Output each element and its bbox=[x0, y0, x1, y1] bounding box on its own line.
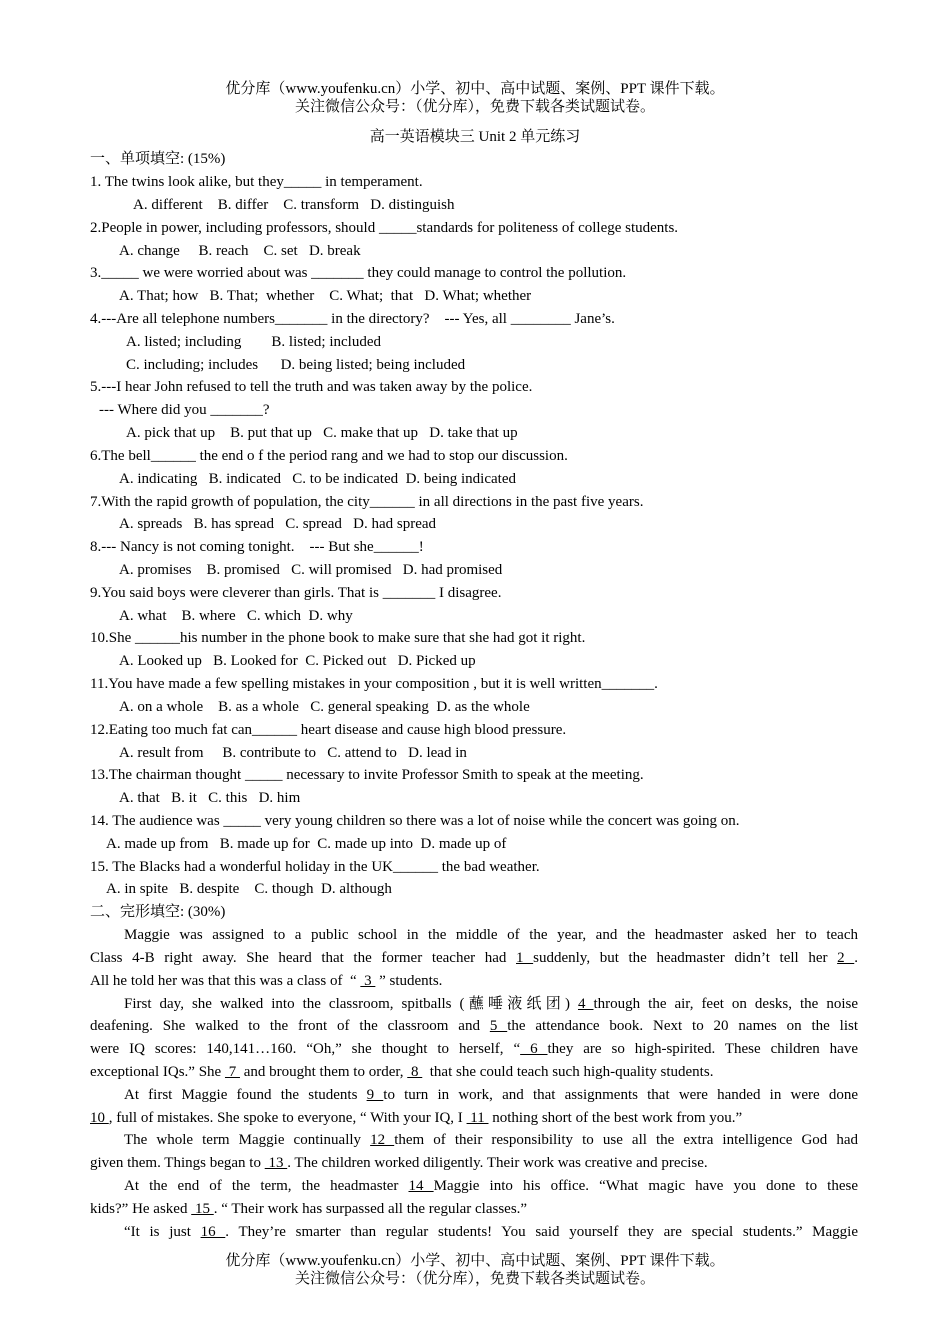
options-text: A. Looked up B. Looked for C. Picked out D. Picked up bbox=[119, 653, 476, 669]
header-line-1: 优分库（www.youfenku.cn）小学、初中、高中试题、案例、PPT 课件下载。 bbox=[225, 81, 725, 97]
cloze-paragraph-line: First day, she walked into the classroom, spitballs (蘸唾液纸团) 4 through the air, feet on desks, the noise bbox=[124, 996, 858, 1012]
cloze-paragraph-line: 10 , full of mistakes. She spoke to everyone, “ With your IQ, I 11 nothing short of the best work from you.” bbox=[90, 1110, 743, 1126]
question-text: 6.The bell______ the end o f the period rang and we had to stop our discussion. bbox=[90, 448, 568, 464]
cloze-blank: 6 bbox=[520, 1041, 548, 1057]
cloze-blank: 9 bbox=[366, 1087, 384, 1103]
options-text: A. spreads B. has spread C. spread D. had spread bbox=[119, 516, 437, 532]
options-text: A. listed; including B. listed; included bbox=[126, 334, 381, 350]
options-text: A. pick that up B. put that up C. make that up D. take that up bbox=[126, 425, 518, 441]
question-text: 8.--- Nancy is not coming tonight. --- But she______! bbox=[90, 539, 424, 555]
cloze-blank: 8 bbox=[407, 1064, 423, 1080]
section2-heading: 二、完形填空: (30%) bbox=[90, 904, 226, 920]
cloze-blank: 4 bbox=[577, 996, 594, 1012]
question-text: 5.---I hear John refused to tell the truth and was taken away by the police. bbox=[90, 379, 533, 395]
options-text: A. that B. it C. this D. him bbox=[119, 790, 301, 806]
cloze-paragraph-line: At the end of the term, the headmaster 14 Maggie into his office. “What magic have you done to these bbox=[124, 1178, 859, 1194]
cloze-paragraph-line: All he told her was that this was a class of “ 3 ” students. bbox=[90, 973, 443, 989]
question-text: 14. The audience was _____ very young children so there was a lot of noise while the concert was going on. bbox=[90, 813, 740, 829]
cloze-blank: 14 bbox=[408, 1178, 434, 1194]
question-text: 9.You said boys were cleverer than girls. That is _______ I disagree. bbox=[90, 585, 502, 601]
cloze-blank: 7 bbox=[224, 1064, 240, 1080]
options-text: C. including; includes D. being listed; being included bbox=[126, 357, 466, 373]
cloze-paragraph-line: The whole term Maggie continually 12 them of their responsibility to use all the extra intelligence God had bbox=[124, 1132, 859, 1148]
question-text: 15. The Blacks had a wonderful holiday in the UK______ the bad weather. bbox=[90, 859, 540, 875]
cloze-blank: 13 bbox=[264, 1155, 288, 1171]
section1-heading: 一、单项填空: (15%) bbox=[90, 151, 226, 167]
options-text: A. That; how B. That; whether C. What; that D. What; whether bbox=[119, 288, 532, 304]
options-text: A. change B. reach C. set D. break bbox=[119, 243, 361, 259]
page-title: 高一英语模块三 Unit 2 单元练习 bbox=[369, 129, 581, 145]
question-text: --- Where did you _______? bbox=[99, 402, 270, 418]
options-text: A. indicating B. indicated C. to be indicated D. being indicated bbox=[119, 471, 516, 487]
question-text: 11.You have made a few spelling mistakes in your composition , but it is well written_______. bbox=[90, 676, 658, 692]
cloze-blank: 11 bbox=[466, 1110, 489, 1126]
cloze-paragraph-line: Maggie was assigned to a public school in the middle of the year, and the headmaster asked her to teach bbox=[124, 927, 858, 943]
cloze-paragraph-line: Class 4-B right away. She heard that the former teacher had 1 suddenly, but the headmaster didn’t tell her 2 . bbox=[90, 950, 858, 966]
cloze-blank: 2 bbox=[837, 950, 855, 966]
cloze-blank: 12 bbox=[370, 1132, 395, 1148]
options-text: A. on a whole B. as a whole C. general speaking D. as the whole bbox=[119, 699, 530, 715]
question-text: 12.Eating too much fat can______ heart disease and cause high blood pressure. bbox=[90, 722, 567, 738]
cloze-paragraph-line: “It is just 16 . They’re smarter than regular students! You said yourself they are special students.” Maggie bbox=[124, 1224, 859, 1240]
cloze-paragraph-line: At first Maggie found the students 9 to turn in work, and that assignments that were handed in were done bbox=[124, 1087, 858, 1103]
options-text: A. result from B. contribute to C. attend to D. lead in bbox=[119, 745, 467, 761]
options-text: A. promises B. promised C. will promised D. had promised bbox=[119, 562, 503, 578]
header-line-2: 关注微信公众号：（优分库），免费下载各类试题试卷。 bbox=[294, 99, 655, 115]
options-text: A. what B. where C. which D. why bbox=[119, 608, 353, 624]
question-text: 13.The chairman thought _____ necessary to invite Professor Smith to speak at the meeting. bbox=[90, 767, 644, 783]
question-text: 10.She ______his number in the phone book to make sure that she had got it right. bbox=[90, 630, 586, 646]
options-text: A. made up from B. made up for C. made up into D. made up of bbox=[106, 836, 507, 852]
cloze-blank: 10 bbox=[90, 1110, 109, 1126]
options-text: A. in spite B. despite C. though D. although bbox=[106, 881, 392, 897]
question-text: 3._____ we were worried about was _______ they could manage to control the pollution. bbox=[90, 265, 627, 281]
cloze-paragraph-line: were IQ scores: 140,141…160. “Oh,” she thought to herself, “ 6 they are so high-spirited. These children have bbox=[90, 1041, 858, 1057]
question-text: 4.---Are all telephone numbers_______ in the directory? --- Yes, all ________ Jane’s. bbox=[90, 311, 615, 327]
cloze-paragraph-line: given them. Things began to 13 . The children worked diligently. Their work was creative and precise. bbox=[90, 1155, 708, 1171]
cloze-blank: 15 bbox=[191, 1201, 214, 1217]
footer-line-1: 优分库（www.youfenku.cn）小学、初中、高中试题、案例、PPT 课件下载。 bbox=[225, 1253, 725, 1269]
cloze-blank: 5 bbox=[489, 1018, 508, 1034]
cloze-blank: 3 bbox=[360, 973, 376, 989]
footer-line-2: 关注微信公众号：（优分库），免费下载各类试题试卷。 bbox=[294, 1271, 655, 1287]
cloze-blank: 1 bbox=[516, 950, 534, 966]
question-text: 7.With the rapid growth of population, the city______ in all directions in the past five years. bbox=[90, 494, 644, 510]
cloze-paragraph-line: exceptional IQs.” She 7 and brought them to order, 8 that she could teach such high-quality students. bbox=[90, 1064, 714, 1080]
options-text: A. different B. differ C. transform D. distinguish bbox=[133, 197, 455, 213]
cloze-paragraph-line: deafening. She walked to the front of the classroom and 5 the attendance book. Next to 20 names on the list bbox=[90, 1018, 859, 1034]
question-text: 1. The twins look alike, but they_____ in temperament. bbox=[90, 174, 423, 190]
question-text: 2.People in power, including professors, should _____standards for politeness of college students. bbox=[90, 220, 679, 236]
cloze-paragraph-line: kids?” He asked 15 . “ Their work has surpassed all the regular classes.” bbox=[90, 1201, 528, 1217]
cloze-blank: 16 bbox=[200, 1224, 226, 1240]
